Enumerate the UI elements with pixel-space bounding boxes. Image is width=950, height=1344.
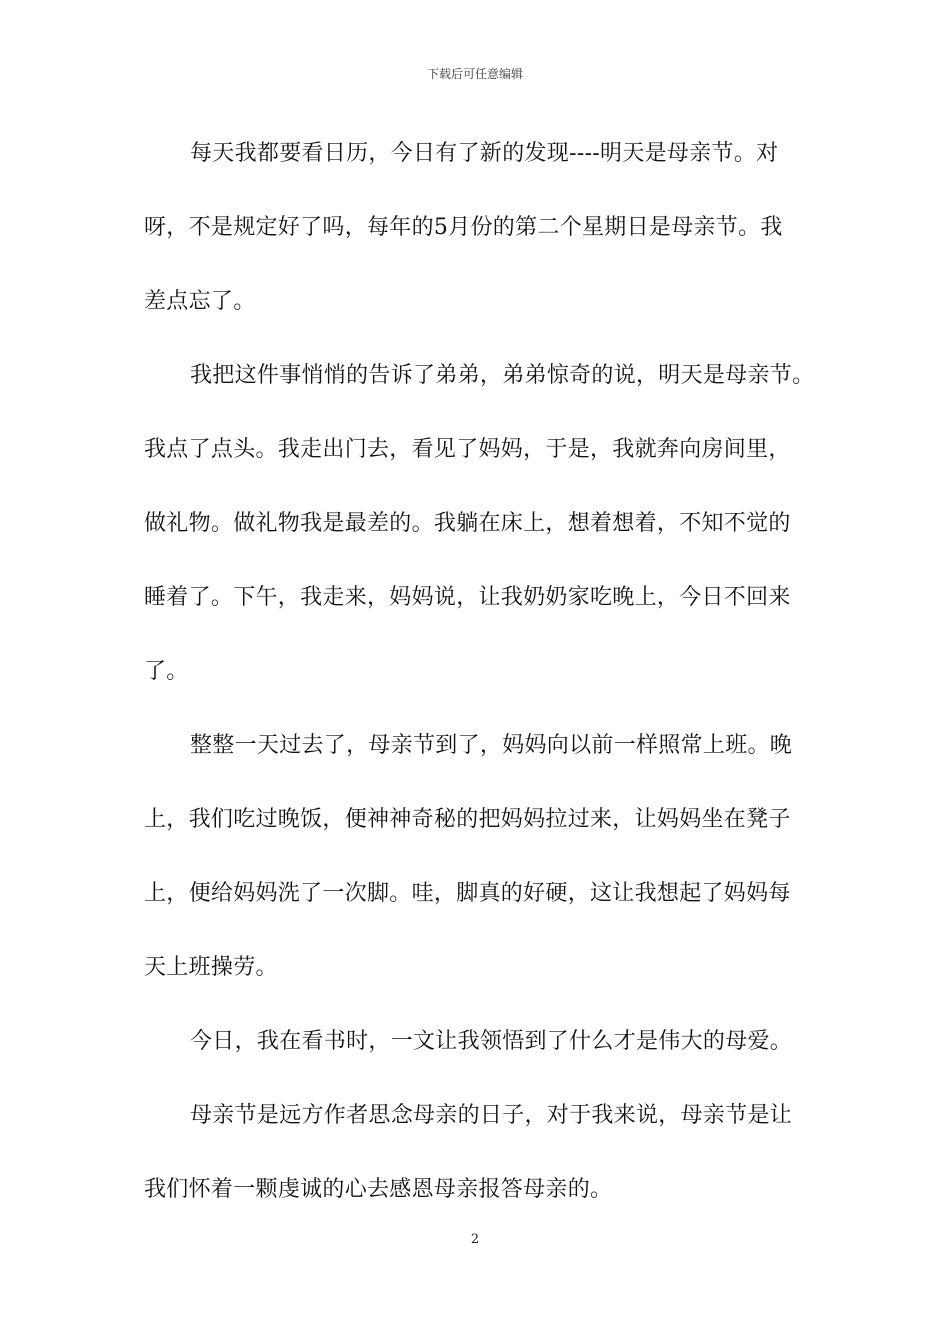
page-number: 2 (470, 1232, 480, 1247)
paragraph-line: 上，我们吃过晚饭，便神神奇秘的把妈妈拉过来，让妈妈坐在凳子 (144, 807, 791, 832)
paragraph-line: 呀，不是规定好了吗，每年的5月份的第二个星期日是母亲节。我 (144, 215, 783, 240)
paragraph-1 (144, 130, 816, 352)
paragraph-3 (144, 722, 816, 1018)
paragraph-line: 今日，我在看书时，一文让我领悟到了什么才是伟大的母爱。 (190, 1029, 793, 1054)
paragraph-line: 做礼物。做礼物我是最差的。我躺在床上，想着想着，不知不觉的 (144, 511, 791, 536)
paragraph-4 (144, 1018, 816, 1092)
paragraph-line: 我点了点头。我走出门去，看见了妈妈，于是，我就奔向房间里， (144, 437, 791, 462)
paragraph-5 (144, 1092, 816, 1240)
paragraph-line: 母亲节是远方作者思念母亲的日子，对于我来说，母亲节是让 (190, 1103, 793, 1128)
paragraph-line: 天上班操劳。 (144, 955, 278, 980)
paragraph-line: 睡着了。下午，我走来，妈妈说，让我奶奶家吃晚上，今日不回来 (144, 585, 791, 610)
paragraph-line: 上，便给妈妈洗了一次脚。哇，脚真的好硬，这让我想起了妈妈每 (144, 881, 791, 906)
paragraph-line: 我把这件事悄悄的告诉了弟弟，弟弟惊奇的说，明天是母亲节。 (190, 363, 815, 388)
paragraph-line: 每天我都要看日历，今日有了新的发现----明天是母亲节。对 (190, 141, 779, 166)
paragraph-line: 整整一天过去了，母亲节到了，妈妈向以前一样照常上班。晚 (190, 733, 793, 758)
document-body (144, 130, 816, 1240)
paragraph-line: 我们怀着一颗虔诚的心去感恩母亲报答母亲的。 (144, 1177, 613, 1202)
paragraph-line: 差点忘了。 (144, 289, 256, 314)
paragraph-line: 了。 (144, 659, 189, 684)
page-header: 下载后可任意编辑 (426, 67, 523, 81)
paragraph-2 (144, 352, 816, 722)
